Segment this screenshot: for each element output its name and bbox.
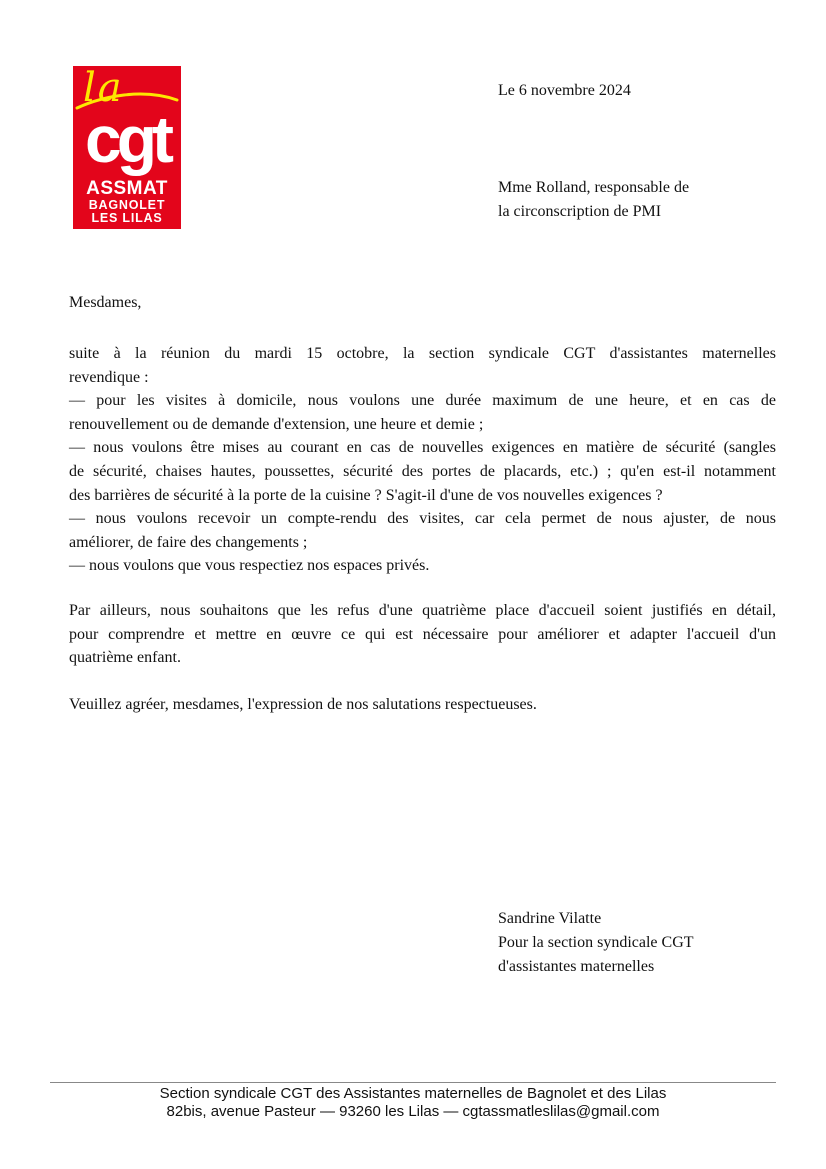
paragraph-line: renouvellement ou de demande d'extension, une heure et demie ; [69, 415, 484, 433]
refusals-paragraph [69, 599, 776, 670]
footer-divider [50, 1082, 776, 1083]
footer [50, 1085, 776, 1121]
signature-name: Sandrine Vilatte [498, 910, 602, 927]
signature-line: Pour la section syndicale CGT [498, 934, 694, 951]
paragraph-line: des barrières de sécurité à la porte de la cuisine ? S'agit-il d'une de vos nouvelles exigences ? [69, 486, 663, 504]
cgt-assmat-logo [73, 66, 181, 229]
recipient-line: Mme Rolland, responsable de [498, 179, 690, 196]
paragraph-line: — nous voulons être mises au courant en cas de nouvelles exigences en matière de sécurité (sangles [69, 439, 776, 457]
signature-line: d'assistantes maternelles [498, 958, 655, 975]
logo-town-line2: LES LILAS [91, 211, 163, 225]
paragraph-line: améliorer, de faire des changements ; [69, 533, 308, 551]
paragraph-line: revendique : [69, 368, 149, 386]
closing-formula: Veuillez agréer, mesdames, l'expression de nos salutations respectueuses. [69, 696, 537, 713]
logo-town-line1: BAGNOLET [88, 198, 166, 212]
paragraph-line: quatrième enfant. [69, 649, 181, 667]
footer-line: Section syndicale CGT des Assistantes maternelles de Bagnolet et des Lilas [159, 1085, 667, 1102]
signature-block [498, 907, 694, 979]
paragraph-line: — nous voulons que vous respectiez nos espaces privés. [69, 557, 430, 575]
logo-assmat: ASSMAT [86, 178, 168, 199]
recipient-block [498, 176, 689, 224]
recipient-line: la circonscription de PMI [498, 203, 662, 220]
footer-line: 82bis, avenue Pasteur — 93260 les Lilas — cgtassmatleslilas@gmail.com [166, 1103, 660, 1120]
paragraph-line: de sécurité, chaises hautes, poussettes, sécurité des portes de placards, etc.) ; qu'en est-il notamment [69, 462, 776, 480]
logo-la: la [83, 65, 124, 111]
paragraph-line: pour comprendre et mettre en œuvre ce qui est nécessaire pour améliorer et adapter l'accueil d'un [69, 625, 776, 643]
demands-paragraph [69, 342, 776, 578]
paragraph-line: suite à la réunion du mardi 15 octobre, la section syndicale CGT d'assistantes maternelles [69, 345, 776, 362]
paragraph-line: — nous voulons recevoir un compte-rendu des visites, car cela permet de nous ajuster, de nous [69, 510, 776, 528]
letter-date: Le 6 novembre 2024 [498, 82, 631, 99]
greeting: Mesdames, [69, 294, 142, 311]
paragraph-line: — pour les visites à domicile, nous voulons une durée maximum de une heure, et en cas de [69, 392, 776, 410]
logo-cgt: cgt [85, 102, 169, 176]
paragraph-line: Par ailleurs, nous souhaitons que les refus d'une quatrième place d'accueil soient justifiés en détail, [69, 602, 776, 619]
